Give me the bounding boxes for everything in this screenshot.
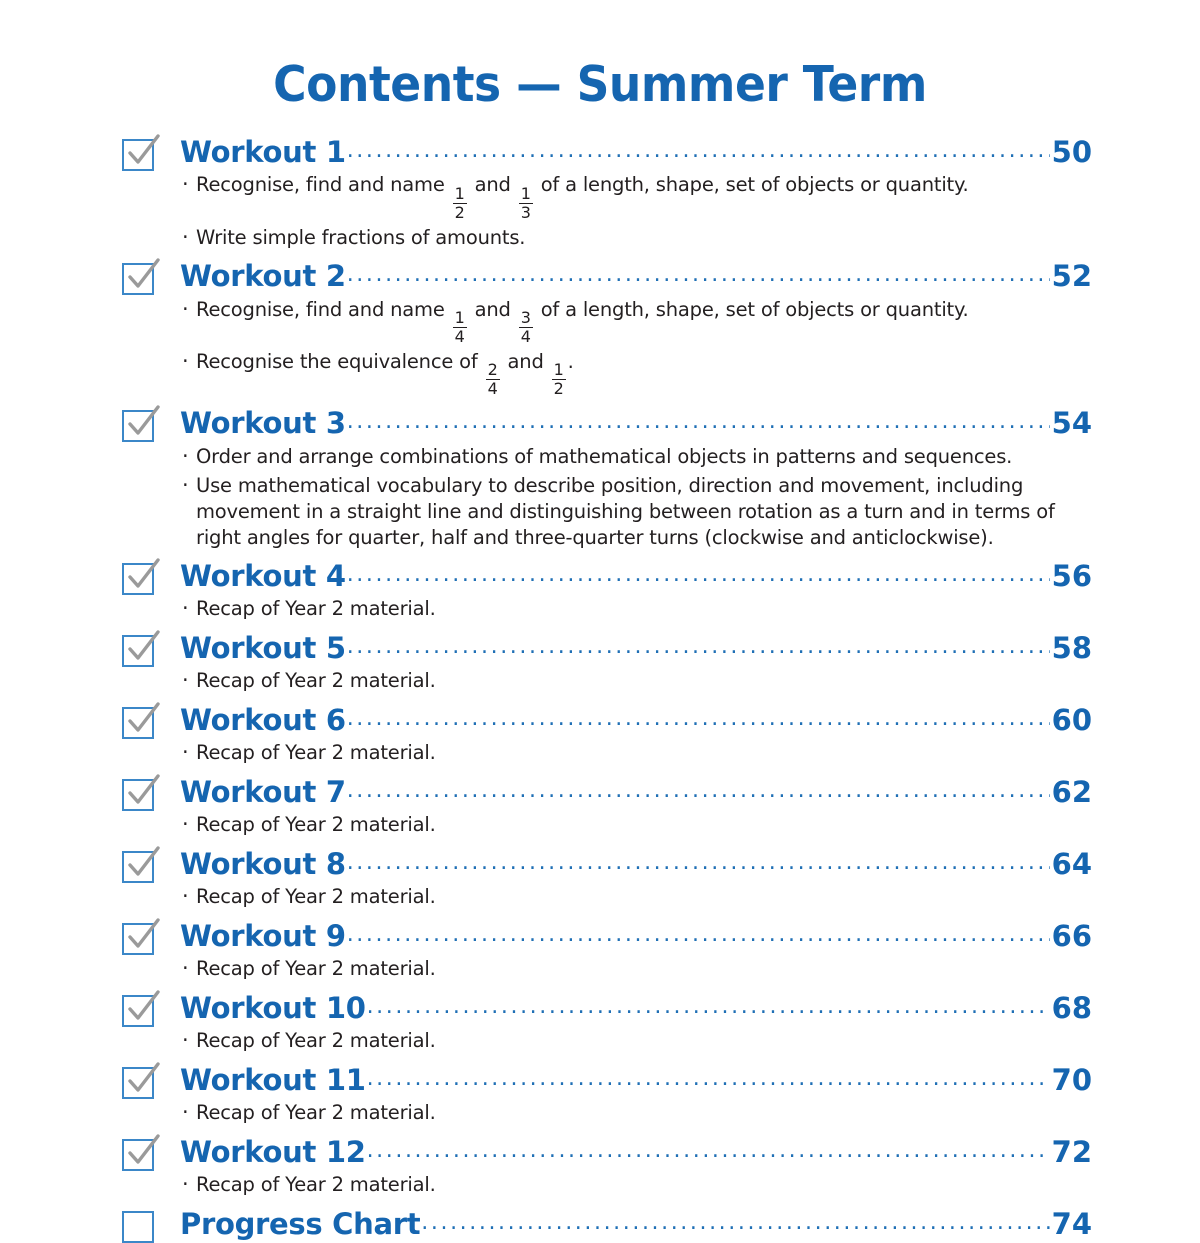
check-icon	[122, 845, 164, 887]
fraction: $\frac{1}{3}$	[520, 183, 531, 222]
entry-title[interactable]: Progress Chart	[180, 1206, 421, 1241]
dot-leader	[347, 270, 1050, 286]
objective-item	[180, 668, 1092, 694]
contents-entry[interactable]	[122, 633, 1092, 694]
fraction: $\frac{2}{4}$	[487, 360, 498, 399]
fraction: $\frac{1}{4}$	[454, 308, 465, 347]
objective-list	[180, 668, 1092, 694]
entry-title[interactable]: Workout 1	[180, 135, 346, 169]
objective-text: Recap of Year 2 material.	[196, 1101, 436, 1125]
objective-item	[180, 596, 1092, 622]
objective-item	[180, 297, 1092, 345]
contents-entry[interactable]	[122, 918, 1092, 982]
entry-heading-row	[180, 559, 1092, 594]
objective-list	[180, 596, 1092, 622]
contents-entry[interactable]	[122, 137, 1092, 250]
objective-text: Recap of Year 2 material.	[196, 1029, 436, 1053]
entry-heading-row	[180, 137, 1092, 167]
entry-title[interactable]: Workout 12	[180, 1134, 366, 1169]
objective-text: Use mathematical vocabulary to describe position, direction and movement, including movement in a straight line and distinguishing between rotation as a turn and in terms of right angles for quarter, half and three-quarter turns (clockwise and anticlockwise).	[196, 474, 1055, 549]
objective-text: Write simple fractions of amounts.	[196, 225, 526, 249]
objective-list	[180, 956, 1092, 982]
entry-page-number: 74	[1051, 1206, 1092, 1241]
entry-title[interactable]: Workout 9	[180, 918, 346, 953]
objective-list	[180, 884, 1092, 910]
check-icon	[122, 404, 164, 446]
fraction: $\frac{3}{4}$	[520, 308, 531, 347]
objective-text: of a length, shape, set of objects or quantity.	[534, 173, 969, 197]
objective-item	[180, 444, 1092, 470]
dot-leader	[347, 146, 1050, 162]
checkbox-5[interactable]	[122, 635, 154, 667]
objective-text: and	[501, 350, 550, 374]
objective-item	[180, 1028, 1092, 1054]
checkbox-11[interactable]	[122, 1067, 154, 1099]
objective-text: and	[468, 173, 517, 197]
entry-heading-row	[180, 1206, 1092, 1241]
objective-text: Recap of Year 2 material.	[196, 885, 436, 909]
objective-item	[180, 172, 1092, 220]
fraction: $\frac{1}{2}$	[553, 360, 564, 399]
checkbox-13[interactable]	[122, 1211, 154, 1243]
objective-text: Recap of Year 2 material.	[196, 1173, 436, 1197]
contents-entry[interactable]	[122, 1134, 1092, 1198]
entry-page-number: 64	[1051, 846, 1092, 881]
objective-text: Recap of Year 2 material.	[196, 597, 436, 621]
contents-entry[interactable]	[122, 408, 1092, 550]
entry-title[interactable]: Workout 8	[180, 846, 346, 881]
dot-leader	[347, 570, 1050, 586]
entry-page-number: 58	[1051, 631, 1092, 666]
entry-heading-row	[180, 918, 1092, 953]
entry-heading-row	[180, 1062, 1092, 1097]
dot-leader	[347, 417, 1050, 433]
entry-heading-row	[180, 631, 1092, 666]
check-icon	[122, 557, 164, 599]
objective-item	[180, 884, 1092, 910]
objective-item	[180, 1172, 1092, 1198]
entry-title[interactable]: Workout 10	[180, 990, 366, 1025]
entry-title[interactable]: Workout 6	[180, 702, 346, 737]
objective-item	[180, 740, 1092, 766]
entry-page-number: 68	[1051, 990, 1092, 1025]
dot-leader	[421, 1218, 1049, 1234]
dot-leader	[367, 1146, 1050, 1162]
objective-list	[180, 1100, 1092, 1126]
objective-text: Recognise, find and name	[196, 173, 451, 197]
check-icon	[122, 133, 164, 175]
objective-text: Order and arrange combinations of mathematical objects in patterns and sequences.	[196, 444, 1013, 468]
entry-heading-row	[180, 774, 1092, 809]
entry-page-number: 70	[1051, 1062, 1092, 1097]
contents-entry[interactable]	[122, 990, 1092, 1054]
check-icon	[122, 629, 164, 671]
objective-text: Recap of Year 2 material.	[196, 813, 436, 837]
dot-leader	[347, 786, 1050, 802]
entry-title[interactable]: Workout 4	[180, 559, 346, 594]
contents-entry[interactable]	[122, 774, 1092, 838]
entry-title[interactable]: Workout 5	[180, 631, 346, 666]
entry-heading-row	[180, 406, 1092, 441]
entry-page-number: 56	[1051, 559, 1092, 594]
check-icon	[122, 917, 164, 959]
objective-text: .	[567, 350, 574, 374]
objective-list	[180, 444, 1092, 550]
contents-entry[interactable]	[122, 846, 1092, 910]
check-icon	[122, 1061, 164, 1103]
check-icon	[122, 701, 164, 743]
contents-entry[interactable]	[122, 702, 1092, 766]
objective-text: Recap of Year 2 material.	[196, 669, 436, 693]
check-icon	[122, 1133, 164, 1175]
contents-entry[interactable]	[122, 561, 1092, 622]
objective-text: Recognise, find and name	[196, 297, 451, 321]
objective-text: of a length, shape, set of objects or quantity.	[534, 297, 969, 321]
checkbox-6[interactable]	[122, 707, 154, 739]
contents-entry[interactable]	[122, 1206, 1092, 1241]
dot-leader	[367, 1074, 1050, 1090]
dot-leader	[347, 858, 1050, 874]
entry-heading-row	[180, 702, 1092, 737]
entry-heading-row	[180, 846, 1092, 881]
check-icon	[122, 989, 164, 1031]
check-icon	[122, 773, 164, 815]
entry-page-number: 50	[1051, 135, 1092, 169]
check-icon	[122, 257, 164, 299]
entry-title[interactable]: Workout 11	[180, 1062, 366, 1097]
objective-item	[180, 1100, 1092, 1126]
checkbox-7[interactable]	[122, 779, 154, 811]
checkbox-12[interactable]	[122, 1139, 154, 1171]
objective-list	[180, 1028, 1092, 1054]
fraction: $\frac{1}{2}$	[454, 183, 465, 222]
objective-item	[180, 349, 1092, 397]
checkbox-4[interactable]	[122, 563, 154, 595]
objective-item	[180, 812, 1092, 838]
entry-heading-row	[180, 1134, 1092, 1169]
entry-title[interactable]: Workout 2	[180, 259, 346, 294]
objective-list	[180, 172, 1092, 250]
checkbox-10[interactable]	[122, 995, 154, 1027]
objective-item	[180, 225, 1092, 251]
contents-entry[interactable]	[122, 1062, 1092, 1126]
entry-heading-row	[180, 259, 1092, 294]
objective-text: Recognise the equivalence of	[196, 350, 484, 374]
objective-list	[180, 812, 1092, 838]
checkbox-9[interactable]	[122, 923, 154, 955]
entry-title[interactable]: Workout 3	[180, 406, 346, 441]
checkbox-8[interactable]	[122, 851, 154, 883]
objective-text: Recap of Year 2 material.	[196, 957, 436, 981]
dot-leader	[347, 930, 1050, 946]
checkbox-1[interactable]	[122, 139, 154, 171]
objective-text: and	[468, 297, 517, 321]
checkbox-2[interactable]	[122, 263, 154, 295]
objective-list	[180, 740, 1092, 766]
objective-list	[180, 297, 1092, 398]
checkbox-3[interactable]	[122, 410, 154, 442]
objective-text: Recap of Year 2 material.	[196, 741, 436, 765]
entry-page-number: 52	[1051, 259, 1092, 294]
entry-page-number: 72	[1051, 1134, 1092, 1169]
dot-leader	[347, 714, 1050, 730]
contents-list	[0, 137, 1200, 1239]
dot-leader	[347, 642, 1050, 658]
entry-title[interactable]: Workout 7	[180, 774, 346, 809]
page-title: Contents — Summer Term	[273, 56, 927, 113]
contents-entry[interactable]	[122, 261, 1092, 397]
entry-page-number: 54	[1051, 406, 1092, 441]
dot-leader	[367, 1002, 1050, 1018]
entry-heading-row	[180, 990, 1092, 1025]
entry-page-number: 66	[1051, 918, 1092, 953]
objective-item	[180, 956, 1092, 982]
objective-list	[180, 1172, 1092, 1198]
entry-page-number: 60	[1051, 702, 1092, 737]
objective-item	[180, 473, 1092, 550]
entry-page-number: 62	[1051, 774, 1092, 809]
